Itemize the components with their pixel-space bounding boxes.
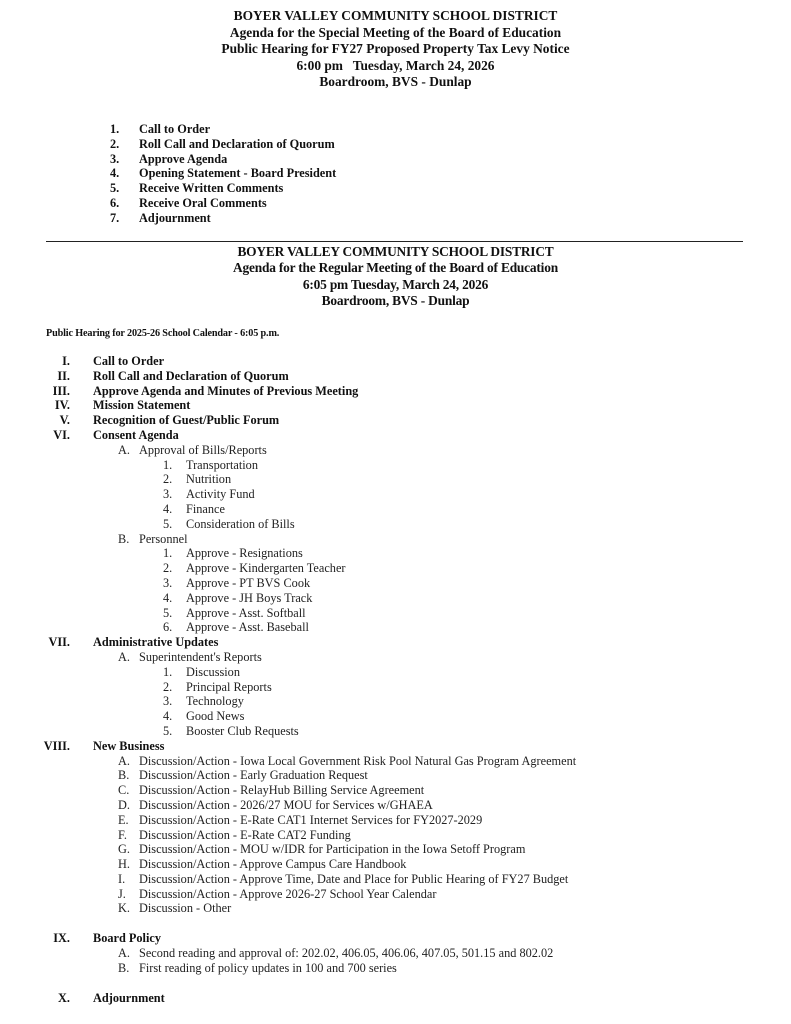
agenda-subsubitem	[0, 709, 791, 724]
section-label: Board Policy	[93, 931, 161, 946]
subsubitem-label: Approve - Asst. Softball	[186, 605, 306, 620]
special-meeting-header	[0, 8, 791, 91]
subsubitem-label: Technology	[186, 694, 244, 709]
subsubitem-number: 1.	[163, 546, 173, 561]
subitem-letter: A.	[118, 946, 130, 961]
agenda-subsubitem	[0, 665, 791, 680]
subsubitem-number: 5.	[163, 723, 173, 738]
subitem-label: Discussion/Action - E-Rate CAT2 Funding	[139, 827, 351, 842]
district-name: BOYER VALLEY COMMUNITY SCHOOL DISTRICT	[237, 244, 554, 259]
subitem-label: Discussion/Action - Approve 2026-27 School Year Calendar	[139, 886, 437, 901]
section-label: Call to Order	[93, 354, 165, 368]
section-label: Recognition of Guest/Public Forum	[93, 413, 280, 428]
section-number: VIII.	[43, 738, 70, 753]
agenda-subsubitem	[0, 576, 791, 591]
section-number: V.	[59, 413, 70, 428]
agenda-subitem	[0, 887, 791, 902]
subsubitem-label: Activity Fund	[186, 487, 255, 502]
agenda-subsubitem	[0, 591, 791, 606]
subsubitem-number: 2.	[163, 679, 173, 694]
agenda-subitem	[0, 443, 791, 458]
agenda-subitem	[0, 946, 791, 961]
agenda-subsubitem	[0, 472, 791, 487]
meeting-location: Boardroom, BVS - Dunlap	[319, 74, 472, 90]
subitem-label: Approval of Bills/Reports	[139, 442, 267, 457]
agenda-subitem	[0, 828, 791, 843]
agenda-subitem	[0, 813, 791, 828]
subsubitem-number: 3.	[163, 487, 173, 502]
subitem-label: Discussion/Action - MOU w/IDR for Participation in the Iowa Setoff Program	[139, 842, 526, 857]
subsubitem-number: 4.	[163, 709, 173, 724]
subsubitem-number: 3.	[163, 575, 173, 590]
subsubitem-number: 2.	[163, 472, 173, 487]
agenda-subitem	[0, 961, 791, 976]
agenda-section	[0, 739, 791, 754]
subitem-letter: H.	[118, 857, 130, 872]
agenda-section	[0, 384, 791, 399]
regular-meeting-agenda	[0, 354, 791, 1005]
section-number: III.	[52, 383, 70, 398]
agenda-section	[0, 635, 791, 650]
subitem-letter: K.	[118, 901, 130, 916]
subsubitem-label: Approve - Resignations	[186, 546, 303, 561]
subsubitem-label: Good News	[186, 709, 245, 724]
item-label: Adjournment	[139, 210, 211, 225]
agenda-subsubitem	[0, 546, 791, 561]
subitem-label: Discussion/Action - RelayHub Billing Service Agreement	[139, 783, 425, 798]
agenda-subitem	[0, 768, 791, 783]
subsubitem-number: 5.	[163, 605, 173, 620]
section-number: VI.	[53, 427, 70, 442]
subitem-letter: B.	[118, 768, 130, 783]
agenda-subitem	[0, 857, 791, 872]
agenda-section	[0, 354, 791, 369]
section-divider	[46, 241, 743, 242]
section-number: X.	[58, 990, 70, 1005]
section-label: Mission Statement	[93, 398, 191, 413]
subsubitem-label: Approve - Kindergarten Teacher	[186, 561, 346, 576]
agenda-subitem	[0, 783, 791, 798]
section-label: Consent Agenda	[93, 427, 179, 442]
section-number: VII.	[48, 635, 70, 650]
item-label: Receive Written Comments	[139, 181, 284, 196]
agenda-subsubitem	[0, 606, 791, 621]
agenda-subitem	[0, 901, 791, 916]
agenda-section	[0, 398, 791, 413]
section-label: Administrative Updates	[93, 635, 219, 650]
subsubitem-number: 3.	[163, 694, 173, 709]
section-number: I.	[62, 354, 70, 368]
subitem-letter: D.	[118, 797, 130, 812]
subitem-letter: I.	[118, 871, 126, 886]
section-number: IV.	[54, 398, 70, 413]
item-number: 3.	[110, 151, 120, 166]
agenda-subsubitem	[0, 502, 791, 517]
subsubitem-label: Booster Club Requests	[186, 723, 299, 738]
agenda-subitem	[0, 842, 791, 857]
item-number: 2.	[110, 136, 120, 151]
subsubitem-number: 6.	[163, 620, 173, 635]
agenda-section	[0, 428, 791, 443]
item-number: 6.	[110, 195, 120, 210]
subitem-letter: F.	[118, 827, 127, 842]
agenda-subsubitem	[0, 694, 791, 709]
subsubitem-label: Principal Reports	[186, 679, 272, 694]
agenda-subsubitem	[0, 620, 791, 635]
subsubitem-label: Transportation	[186, 457, 258, 472]
subsubitem-label: Finance	[186, 501, 225, 516]
meeting-datetime: 6:05 pm Tuesday, March 24, 2026	[302, 276, 489, 292]
subitem-label: Superintendent's Reports	[139, 649, 262, 664]
item-label: Call to Order	[139, 122, 211, 136]
item-number: 7.	[110, 210, 120, 225]
agenda-subsubitem	[0, 561, 791, 576]
agenda-subitem	[0, 872, 791, 887]
section-label: Roll Call and Declaration of Quorum	[93, 368, 289, 383]
agenda-section	[0, 991, 791, 1006]
item-number: 5.	[110, 181, 120, 196]
public-hearing-note: Public Hearing for 2025-26 School Calendar - 6:05 p.m.	[46, 328, 280, 339]
subsubitem-label: Consideration of Bills	[186, 516, 295, 531]
subitem-label: Discussion/Action - Early Graduation Request	[139, 768, 368, 783]
subsubitem-label: Approve - JH Boys Track	[186, 590, 313, 605]
regular-meeting-header	[0, 244, 791, 310]
agenda-section	[0, 931, 791, 946]
subitem-letter: A.	[118, 753, 130, 768]
spacer	[0, 976, 791, 991]
subitem-label: Second reading and approval of: 202.02, 406.05, 406.06, 407.05, 501.15 and 802.02	[139, 946, 554, 961]
agenda-subsubitem	[0, 724, 791, 739]
agenda-subsubitem	[0, 487, 791, 502]
subsubitem-number: 1.	[163, 664, 173, 679]
subitem-letter: E.	[118, 812, 129, 827]
agenda-section	[0, 369, 791, 384]
meeting-datetime: 6:00 pm Tuesday, March 24, 2026	[296, 57, 495, 73]
subitem-label: Discussion - Other	[139, 901, 232, 916]
agenda-subitem	[0, 650, 791, 665]
agenda-subsubitem	[0, 458, 791, 473]
section-label: Approve Agenda and Minutes of Previous Meeting	[93, 383, 359, 398]
section-label: Adjournment	[93, 990, 165, 1005]
subitem-label: Discussion/Action - Iowa Local Government Risk Pool Natural Gas Program Agreement	[139, 753, 577, 768]
subitem-label: Discussion/Action - Approve Campus Care Handbook	[139, 857, 407, 872]
meeting-location: Boardroom, BVS - Dunlap	[321, 293, 470, 309]
item-number: 4.	[110, 166, 120, 181]
item-number: 1.	[110, 122, 120, 136]
meeting-title: Agenda for the Regular Meeting of the Board of Education	[233, 260, 558, 276]
agenda-subitem	[0, 532, 791, 547]
subitem-letter: B.	[118, 960, 130, 975]
subsubitem-number: 2.	[163, 561, 173, 576]
agenda-subitem	[0, 798, 791, 813]
subitem-letter: G.	[118, 842, 130, 857]
spacer	[0, 916, 791, 931]
section-number: II.	[57, 368, 70, 383]
section-label: New Business	[93, 738, 165, 753]
subitem-label: Discussion/Action - E-Rate CAT1 Internet Services for FY2027-2029	[139, 812, 483, 827]
subsubitem-number: 5.	[163, 516, 173, 531]
agenda-subitem	[0, 754, 791, 769]
subsubitem-number: 4.	[163, 590, 173, 605]
item-label: Approve Agenda	[139, 151, 228, 166]
subitem-letter: B.	[118, 531, 130, 546]
item-label: Roll Call and Declaration of Quorum	[139, 136, 335, 151]
subsubitem-label: Approve - PT BVS Cook	[186, 575, 311, 590]
agenda-subsubitem	[0, 680, 791, 695]
subitem-letter: A.	[118, 649, 130, 664]
agenda-subsubitem	[0, 517, 791, 532]
subsubitem-number: 4.	[163, 501, 173, 516]
subitem-letter: C.	[118, 783, 130, 798]
subitem-letter: J.	[118, 886, 126, 901]
subitem-label: Discussion/Action - Approve Time, Date and Place for Public Hearing of FY27 Budget	[139, 871, 569, 886]
subsubitem-number: 1.	[163, 457, 173, 472]
subitem-letter: A.	[118, 442, 130, 457]
subitem-label: Personnel	[139, 531, 188, 546]
subsubitem-label: Discussion	[186, 664, 240, 679]
subitem-label: Discussion/Action - 2026/27 MOU for Services w/GHAEA	[139, 797, 433, 812]
item-label: Receive Oral Comments	[139, 195, 267, 210]
meeting-title: Agenda for the Special Meeting of the Board of Education	[229, 24, 562, 40]
agenda-section	[0, 413, 791, 428]
subitem-label: First reading of policy updates in 100 and 700 series	[139, 960, 397, 975]
item-label: Opening Statement - Board President	[139, 166, 337, 181]
meeting-subtitle: Public Hearing for FY27 Proposed Property Tax Levy Notice	[221, 41, 570, 57]
district-name: BOYER VALLEY COMMUNITY SCHOOL DISTRICT	[233, 8, 558, 23]
subsubitem-label: Approve - Asst. Baseball	[186, 620, 309, 635]
subsubitem-label: Nutrition	[186, 472, 232, 487]
section-number: IX.	[53, 931, 70, 946]
